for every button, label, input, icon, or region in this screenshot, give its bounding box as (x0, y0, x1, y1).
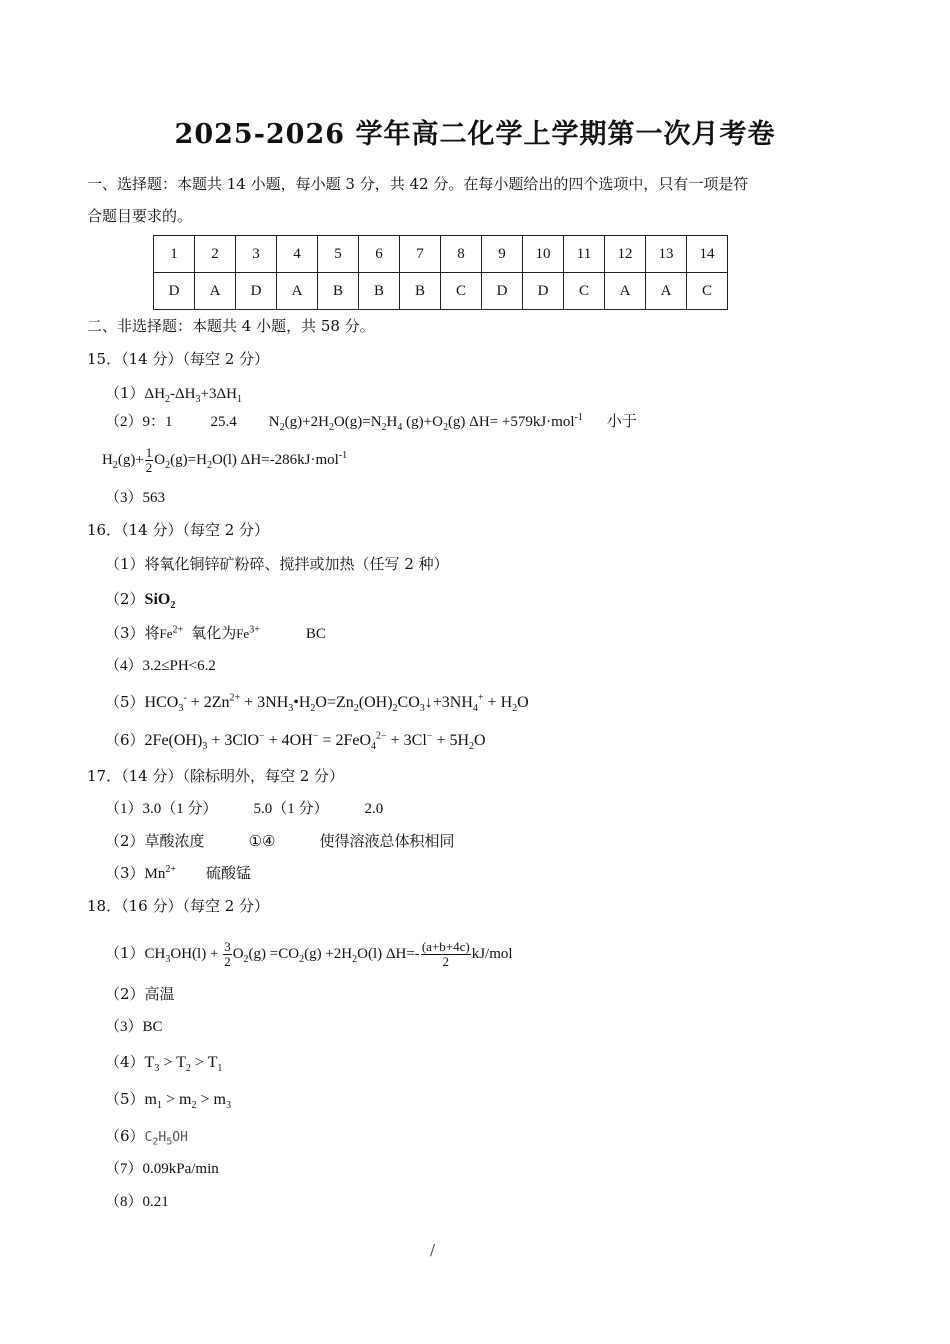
q17-part2-c: 使得溶液总体积相同 (319, 832, 455, 850)
q15-part1 (105, 383, 242, 404)
q18-part5-answer: $m_1 > m_2 > m_3$ (144, 1091, 231, 1112)
q16-part3: （3）将$Fe^{2+}$ 氧化为$Fe^{3+}$ BC (105, 624, 326, 642)
q17-part3-b: 硫酸锰 (206, 864, 252, 882)
q18-part7: （7）0.09kPa/min (105, 1161, 219, 1177)
q16-part6: $(6)2Fe(OH)_3 + 3ClO^- + 4OH^- = 2FeO_4^{2-} + 3Cl^- + 5H_2O$ (105, 730, 486, 753)
question-number-cell: 6 (359, 236, 400, 273)
q18-part4: $(4)T_3 > T_2 > T_1$ (105, 1053, 223, 1075)
answer-cell: A (605, 273, 646, 310)
fraction: $\frac{(a+b+4c)}{2}$ (421, 939, 470, 969)
answer-cell: D (154, 273, 195, 310)
q16-part1: （1）将氧化铜锌矿粉碎、搅拌或加热（任写 2 种） (105, 555, 449, 573)
q18-part2: （2）高温 (105, 985, 175, 1003)
page-footer: / (430, 1241, 436, 1259)
question-number-cell: 13 (646, 236, 687, 273)
q15-part1-label: （1） (105, 384, 145, 402)
q18-part6: $(6)C_2H_5OH$ (105, 1127, 188, 1148)
q17-part2-b: ①④ (248, 832, 276, 850)
q16-part2-answer: SiO$_2$ (144, 591, 176, 612)
q17-part3-a: $Mn^{2+}$ (144, 864, 177, 882)
q18-part1-equation: $CH_3OH(l)$ + $\frac{3}{2}$ $O_2(g) =CO_2(g) +2H_2O(l)$ ΔH=- $\frac{(a+b+4c)}{2}$ kJ/mol (144, 939, 513, 969)
section1-instructions-cont: 合题目要求的。 (87, 207, 193, 225)
q17-part1: （1）3.0（1 分） 5.0（1 分） 2.0 (105, 801, 384, 817)
q16-part6-equation: $2Fe(OH)_3 + 3ClO^- + 4OH^- = 2FeO_4^{2-} + 3Cl^- + 5H_2O$ (144, 730, 486, 753)
q16-part5-equation: $HCO_3^- + 2Zn^{2+}$ + $3NH_3•H_2O=Zn_2(OH)_2CO_3↓+3NH_4^+ + H_2O$ (144, 692, 529, 715)
q15-part1-answer: $\Delta H_2-\Delta H_3+3\Delta H_1$ (144, 386, 242, 405)
q16-part2: （2）SiO$_2$ (105, 590, 176, 612)
answer-cell: B (318, 273, 359, 310)
q17-part1-b: 5.0（1 分） (253, 801, 329, 817)
question-number-cell: 4 (277, 236, 318, 273)
question-number-cell: 14 (687, 236, 728, 273)
q15-part2-value: 25.4 (210, 414, 237, 430)
fraction: $\frac{1}{2}$ (145, 445, 153, 475)
q15-part2-equation2: $H_2(g)+$ $\frac{1}{2}$ $O_2(g)=H_2O(l)$ ΔH=-286kJ·mol$^{-1}$ (102, 445, 348, 475)
ion-fe2: $Fe^{2+}$ (159, 624, 184, 641)
q17-part2: （2）草酸浓度 ①④ 使得溶液总体积相同 (105, 832, 455, 850)
q15-part3: （3）563 (105, 490, 166, 506)
answer-table-numbers-row (154, 236, 728, 273)
question-number-cell: 8 (441, 236, 482, 273)
question-number-cell: 9 (482, 236, 523, 273)
answer-cell: C (564, 273, 605, 310)
q15-part2-ratio: 9：1 (142, 414, 173, 430)
page-title: 2025-2026 学年高二化学上学期第一次月考卷 (174, 119, 776, 150)
q18-part6-answer: $C_2H_5OH$ (144, 1130, 188, 1148)
question-number-cell: 7 (400, 236, 441, 273)
q16-part3-answer: BC (305, 626, 326, 642)
q17-part1-c: 2.0 (364, 801, 384, 817)
question-number-cell: 2 (195, 236, 236, 273)
q16-part4: （4）3.2≤PH<6.2 (105, 658, 216, 674)
section1-instructions: 一、选择题：本题共 14 小题，每小题 3 分，共 42 分。在每小题给出的四个选项中，只有一项是符 (87, 175, 749, 193)
q15-part2-comparison: 小于 (606, 414, 637, 430)
q15-part3-answer: 563 (142, 490, 166, 506)
q15-header: 15．（14 分）（每空 2 分） (87, 350, 270, 368)
answer-table-answers-row (154, 273, 728, 310)
answer-cell: B (400, 273, 441, 310)
answer-cell: A (646, 273, 687, 310)
question-number-cell: 3 (236, 236, 277, 273)
answer-cell: A (277, 273, 318, 310)
answer-cell: B (359, 273, 400, 310)
answer-table (153, 235, 728, 310)
q18-header: 18．（16 分）（每空 2 分） (87, 897, 270, 915)
q18-part3: （3）BC (105, 1019, 163, 1035)
answer-cell: D (236, 273, 277, 310)
q17-part2-a: 草酸浓度 (144, 832, 205, 850)
q15-part2-equation: $N_2(g)+2H_2O(g)=N_2H_4$ $(g)+O_2(g)$ ΔH= +579kJ·mol$^{-1}$ (268, 412, 583, 433)
question-number-cell: 12 (605, 236, 646, 273)
question-number-cell: 5 (318, 236, 359, 273)
question-number-cell: 10 (523, 236, 564, 273)
section2-instructions: 二、非选择题：本题共 4 小题，共 58 分。 (87, 317, 375, 335)
q17-part3: $(3)Mn^{2+}$ 硫酸锰 (105, 864, 252, 882)
q15-part2-label: （2） (105, 414, 143, 430)
q16-header: 16．（14 分）（每空 2 分） (87, 521, 270, 539)
q17-part1-a: 3.0（1 分） (142, 801, 218, 817)
q15-part2 (105, 412, 637, 432)
q17-header: 17．（14 分）（除标明外，每空 2 分） (87, 767, 345, 785)
q16-part5: $(5)HCO_3^- + 2Zn^{2+}$ + $3NH_3•H_2O=Zn_2(OH)_2CO_3↓+3NH_4^+ + H_2O$ (105, 692, 529, 715)
answer-cell: D (523, 273, 564, 310)
answer-cell: D (482, 273, 523, 310)
q18-part4-answer: $T_3 > T_2 > T_1$ (144, 1054, 223, 1075)
question-number-cell: 1 (154, 236, 195, 273)
ion-fe3: $Fe^{3+}$ (236, 624, 260, 641)
answer-cell: C (441, 273, 482, 310)
q18-part5: $(5)m_1 > m_2 > m_3$ (105, 1090, 231, 1112)
answer-cell: A (195, 273, 236, 310)
answer-cell: C (687, 273, 728, 310)
q18-part8: （8）0.21 (105, 1194, 169, 1210)
fraction: $\frac{3}{2}$ (224, 939, 231, 969)
q18-part1: $(1)CH_3OH(l)$ + $\frac{3}{2}$ $O_2(g) =CO_2(g) +2H_2O(l)$ ΔH=- $\frac{(a+b+4c)}{2}$ kJ/mol (105, 939, 513, 969)
question-number-cell: 11 (564, 236, 605, 273)
